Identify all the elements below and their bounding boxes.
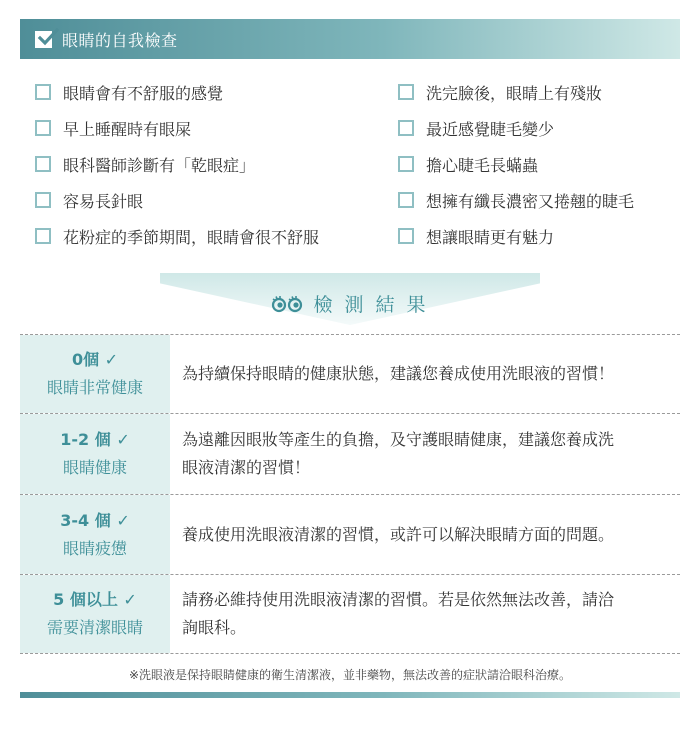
page-title: 眼睛的自我檢查 [62,30,178,50]
checklist-item-label: 花粉症的季節期間，眼睛會很不舒服 [63,227,320,247]
checklist-item-label: 早上睡醒時有眼屎 [63,119,192,139]
checklist-item[interactable] [398,116,554,140]
checklist-item-label: 最近感覺睫毛變少 [426,119,555,139]
footnote: ※洗眼液是保持眼睛健康的衛生清潔液，並非藥物，無法改善的症狀請洽眼科治療。 [128,668,572,682]
result-level-cell [20,575,170,653]
results-heading [0,290,700,317]
result-count: 1-2 個 ✓ [60,430,130,449]
result-advice-cont: 詢眼科。 [182,618,247,637]
results-title: 檢 測 結 果 [313,294,429,316]
checklist-item[interactable] [35,152,255,176]
checklist-item[interactable] [35,188,143,212]
checkbox[interactable] [398,84,414,100]
result-advice: 養成使用洗眼液清潔的習慣，或許可以解決眼睛方面的問題。 [182,524,615,544]
checkbox[interactable] [35,120,51,136]
bottom-divider [20,692,680,698]
checklist-item[interactable] [35,80,223,104]
checklist-item-label: 想讓眼睛更有魅力 [426,227,555,247]
checklist-item-label: 眼科醫師診斷有「乾眼症」 [63,155,256,175]
checklist-item[interactable] [398,188,634,212]
table-row [20,495,680,575]
result-level-cell [20,495,170,574]
checkbox[interactable] [35,192,51,208]
result-advice-cont: 眼液清潔的習慣！ [182,458,311,477]
result-advice-cell [170,335,680,413]
checkbox[interactable] [398,156,414,172]
section-header [20,19,680,59]
result-advice-cell [170,495,680,574]
result-status: 眼睛健康 [62,458,127,477]
checkbox[interactable] [398,192,414,208]
result-advice-cell [170,414,680,494]
checklist-item[interactable] [398,224,554,248]
result-count: 5 個以上 ✓ [53,590,137,609]
checkbox[interactable] [35,156,51,172]
checkbox[interactable] [35,84,51,100]
result-level-cell [20,335,170,413]
checkbox[interactable] [35,228,51,244]
result-advice-cell [170,575,680,653]
result-count: 3-4 個 ✓ [60,510,130,530]
result-count: 0個 ✓ [71,350,119,369]
checklist-item[interactable] [398,152,538,176]
checklist-item-label: 擔心睫毛長蟎蟲 [426,155,539,175]
table-row [20,575,680,654]
result-status: 需要清潔眼睛 [46,618,143,637]
checklist-item[interactable] [398,80,602,104]
result-advice: 為遠離因眼妝等產生的負擔，及守護眼睛健康，建議您養成洗 [182,430,615,449]
results-table [20,334,680,654]
checklist-item[interactable] [35,116,191,140]
table-row [20,335,680,414]
checkbox[interactable] [398,228,414,244]
result-advice: 為持續保持眼睛的健康狀態，建議您養成使用洗眼液的習慣！ [182,364,615,383]
checklist-item[interactable] [35,224,319,248]
checklist-item-label: 洗完臉後，眼睛上有殘妝 [426,83,603,103]
table-row [20,414,680,495]
checkbox-checked-icon [35,28,57,50]
result-status: 眼睛疲憊 [62,538,127,558]
checklist-item-label: 容易長針眼 [63,191,144,211]
eyes-icon [271,295,303,313]
result-level-cell [20,414,170,494]
checklist-item-label: 眼睛會有不舒服的感覺 [63,83,224,103]
checkbox[interactable] [398,120,414,136]
result-status: 眼睛非常健康 [46,378,143,397]
checklist-item-label: 想擁有纖長濃密又捲翹的睫毛 [426,191,635,211]
result-advice: 請務必維持使用洗眼液清潔的習慣。若是依然無法改善，請洽 [182,590,615,609]
